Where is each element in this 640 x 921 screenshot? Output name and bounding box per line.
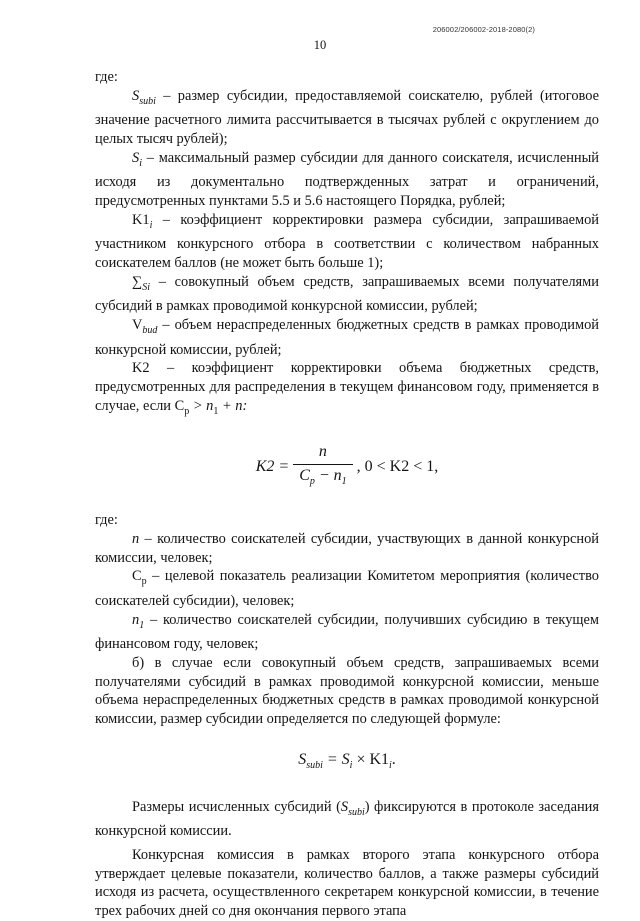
def-sum-si [95,273,599,316]
symbol: n [132,530,140,547]
fraction [293,443,352,492]
fraction-denominator: $C_p - n_1$ [293,464,352,492]
formula-rhs: , 0 < K2 < 1, [356,457,439,475]
def-n [95,530,599,567]
formula-lhs: K2 = [255,457,290,475]
formula-k2 [95,437,599,497]
where-label: где: [95,512,118,529]
def-k2 [95,359,599,421]
para-commission: Конкурсная комиссия в рамках второго этапа конкурсного отбора утверждает целевые показатели, количество баллов, а также размеры субсидий исходя из расчета, осуществленного секретарем конкурсной комиссии, в течение трех рабочих дней со дня окончания первого этапа [95,846,599,919]
formula-lhs: $S_{subi}$ [298,750,323,771]
def-v-bud [95,316,599,359]
formula-mid: = $S_i$ [326,750,353,771]
sum-symbol: $\sum_{Si}$ [132,273,151,293]
definition-text: – количество соискателей субсидии, получивших субсидию в текущем финансовом году, человек; [95,611,599,653]
definition-text: – размер субсидии, предоставляемой соискателю, рублей (итоговое значение расчетного лимита рассчитывается в тысячах рублей с округлением до целых тысяч рублей); [95,87,599,147]
definition-text: – объем нераспределенных бюджетных средств в рамках проводимой конкурсной комиссии, рублей; [95,316,599,358]
symbol: $S_{subi}$ [132,87,156,107]
symbol: $S_{subi}$ [340,798,365,818]
where-label: где: [95,69,118,85]
definition-text: – количество соискателей субсидии, участвующих в данной конкурсной комиссии, человек; [95,530,599,566]
symbol: $C_p$ [132,568,147,588]
def-s-subi [95,87,599,149]
def-n1 [95,611,599,654]
symbol: $K1_i$ [132,211,153,231]
fraction-numerator: n [318,442,327,460]
document-code: 206002/206002-2018-2080(2) [432,25,535,34]
para-fixation: Размеры исчисленных субсидий $(S_{subi})$ фиксируются в протоколе заседания конкурсной комиссии. [95,798,599,840]
definition-text: – максимальный размер субсидии для данного соискателя, исчисленный исходя из документально подтвержденных затрат и ограничений, предусмотренных пунктами 5.5 и 5.6 настоящего Порядка, рублей; [95,149,599,209]
definition-text: – коэффициент корректировки размера субсидии, запрашиваемой участником конкурсного отбора в соответствии с количеством набранных соискателем баллов (не может быть больше 1); [95,211,599,271]
formula-rhs: × $K1_i$ [356,750,392,771]
page-number: 10 [313,38,327,52]
definition-text: – совокупный объем средств, запрашиваемых всеми получателями субсидий в рамках проводимой конкурсной комиссии, рублей; [95,273,599,315]
definition-text: – коэффициент корректировки объема бюджетных средств, предусмотренных для распределения в текущем финансовом году, применяется в случае, если [95,360,599,414]
condition: $C_p > n_1 + n$: [174,397,248,417]
symbol: K2 [132,360,150,377]
def-s-i [95,149,599,211]
symbol: $S_i$ [132,149,142,169]
symbol: $V_{bud}$ [132,316,158,336]
def-cp [95,567,599,610]
symbol: $n_1$ [132,611,145,631]
document-body [95,68,599,921]
definition-text: – целевой показатель реализации Комитетом мероприятия (количество соискателей субсидии), человек; [95,568,599,609]
clause-b: б) в случае если совокупный объем средств, запрашиваемых всеми получателями субсидий в рамках проводимой конкурсной комиссии, меньше объема нераспределенных бюджетных средств в рамках проводимой конкурсной комиссии, размер субсидии определяется по следующей формуле: [95,654,599,727]
def-k1 [95,211,599,273]
formula-s-subi: $S_{subi} = S_i \times K1_i$. [298,750,396,771]
